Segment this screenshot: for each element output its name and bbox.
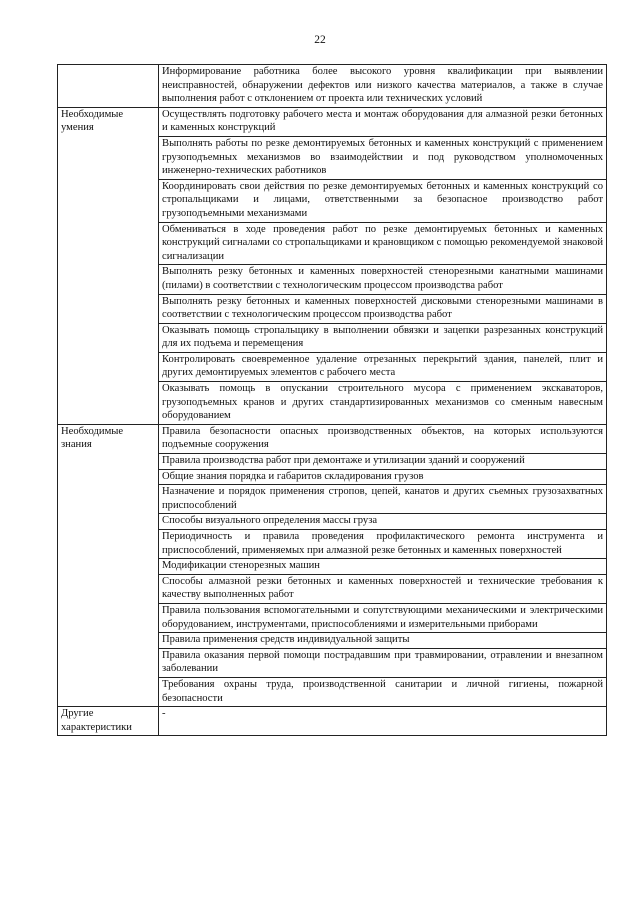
requirement-item: Способы алмазной резки бетонных и каменных поверхностей и технические требования к качеству выполненных работ <box>159 574 607 603</box>
requirement-item: Оказывать помощь стропальщику в выполнении обвязки и зацепки разрезанных конструкций для их подъема и перемещения <box>159 323 607 352</box>
requirement-item: Периодичность и правила проведения профилактического ремонта инструмента и приспособлений, применяемых при алмазной резке бетонных и каменных поверхностей <box>159 530 607 559</box>
requirement-item: Осуществлять подготовку рабочего места и монтаж оборудования для алмазной резки бетонных и каменных конструкций <box>159 107 607 136</box>
requirement-item: Контролировать своевременное удаление отрезанных перекрытий здания, панелей, плит и других демонтируемых элементов с рабочего места <box>159 352 607 381</box>
requirement-item: Назначение и порядок применения стропов, цепей, канатов и других съемных грузозахватных приспособлений <box>159 485 607 514</box>
requirement-item: Способы визуального определения массы груза <box>159 514 607 530</box>
requirement-item: Оказывать помощь в опускании строительного мусора с применением экскаваторов, грузоподъемных кранов и других стандартизированных механизмов со сменным навесным оборудованием <box>159 382 607 425</box>
requirement-item: Выполнять резку бетонных и каменных поверхностей дисковыми стенорезными машинами в соответствии с технологическим процессом производства работ <box>159 294 607 323</box>
table-body <box>58 65 607 736</box>
section-label <box>58 65 159 108</box>
section-label: Необходимые умения <box>58 107 159 424</box>
requirement-item: Общие знания порядка и габаритов складирования грузов <box>159 469 607 485</box>
requirement-item: - <box>159 707 607 736</box>
requirement-item: Обмениваться в ходе проведения работ по резке демонтируемых бетонных и каменных конструкций сигналами со стропальщиками и крановщиком с помощью рекомендуемой знаковой сигнализации <box>159 222 607 265</box>
requirement-item: Координировать свои действия по резке демонтируемых бетонных и каменных конструкций со стропальщиками и лицами, ответственными за безопасное производство работ грузоподъемными механизмами <box>159 179 607 222</box>
requirement-item: Требования охраны труда, производственной санитарии и личной гигиены, пожарной безопасности <box>159 677 607 706</box>
requirement-item: Модификации стенорезных машин <box>159 559 607 575</box>
requirements-table <box>57 64 607 736</box>
requirement-item: Правила производства работ при демонтаже и утилизации зданий и сооружений <box>159 454 607 470</box>
table-row <box>58 65 607 108</box>
page-number: 22 <box>314 34 326 46</box>
requirement-item: Правила оказания первой помощи пострадавшим при травмировании, отравлении и внезапном заболевании <box>159 648 607 677</box>
table-row <box>58 424 607 453</box>
table-row <box>58 707 607 736</box>
requirement-item: Правила применения средств индивидуальной защиты <box>159 633 607 649</box>
requirement-item: Информирование работника более высокого уровня квалификации при выявлении неисправностей, обнаружении дефектов или низкого качества материалов, а также в случае выполнения работ с отклонением от проекта или технических условий <box>159 65 607 108</box>
table-row <box>58 107 607 136</box>
requirement-item: Правила безопасности опасных производственных объектов, на которых используются подъемные сооружения <box>159 424 607 453</box>
requirement-item: Правила пользования вспомогательными и сопутствующими механическими и электрическими оборудованием, инструментами, приспособлениями и измерительными приборами <box>159 603 607 632</box>
requirement-item: Выполнять резку бетонных и каменных поверхностей стенорезными канатными машинами (пилами) в соответствии с технологическим процессом производства работ <box>159 265 607 294</box>
section-label: Другие характеристики <box>58 707 159 736</box>
requirement-item: Выполнять работы по резке демонтируемых бетонных и каменных конструкций с применением грузоподъемных механизмов во взаимодействии и под руководством уполномоченных инженерно-технических работников <box>159 136 607 179</box>
section-label: Необходимые знания <box>58 424 159 706</box>
